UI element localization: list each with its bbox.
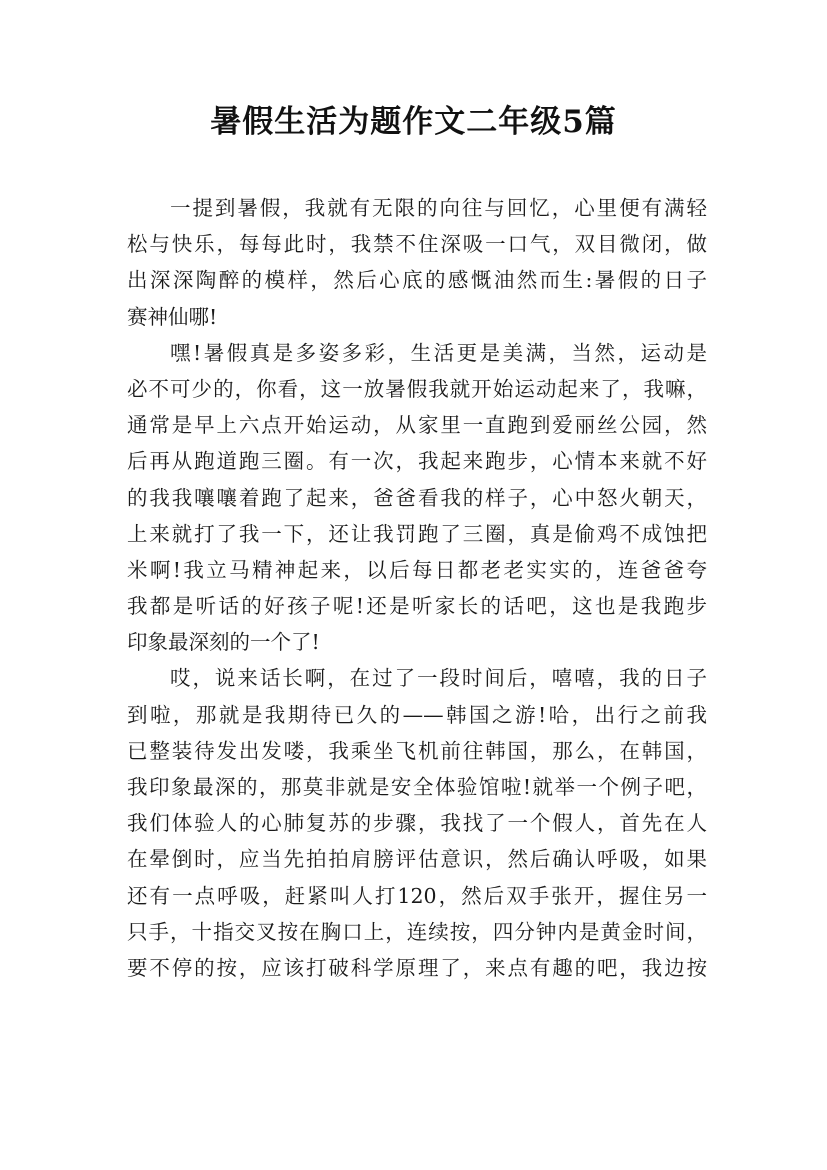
paragraph-3-line-1: 哎，说来话长啊，在过了一段时间后，嘻嘻，我的日子 <box>170 666 707 691</box>
document-body <box>127 190 707 986</box>
paragraph-2-line-4: 后再从跑道跑三圈。有一次，我起来跑步，心情本来就不好 <box>127 449 707 474</box>
paragraph-2-line-6: 上来就打了我一下，还让我罚跑了三圈，真是偷鸡不成蚀把 <box>127 521 707 546</box>
paragraph-2-line-8: 我都是听话的好孩子呢!还是听家长的话吧，这也是我跑步 <box>127 594 707 619</box>
paragraph-1-line-2: 松与快乐，每每此时，我禁不住深吸一口气，双目微闭，做 <box>127 232 707 257</box>
paragraph-1-line-4: 赛神仙哪! <box>127 304 218 329</box>
paragraph-3-line-6: 在晕倒时，应当先拍拍肩膀评估意识，然后确认呼吸，如果 <box>127 847 707 872</box>
paragraph-2-line-1: 嘿!暑假真是多姿多彩，生活更是美满，当然，运动是 <box>170 340 707 365</box>
paragraph-2-line-3: 通常是早上六点开始运动，从家里一直跑到爱丽丝公园，然 <box>127 413 707 438</box>
paragraph-3-line-2: 到啦，那就是我期待已久的——韩国之游!哈，出行之前我 <box>127 702 707 727</box>
paragraph-1-line-1: 一提到暑假，我就有无限的向往与回忆，心里便有满轻 <box>170 196 707 220</box>
paragraph-1-line-3: 出深深陶醉的模样，然后心底的感慨油然而生:暑假的日子 <box>127 268 707 293</box>
paragraph-3-line-5: 我们体验人的心肺复苏的步骤，我找了一个假人，首先在人 <box>127 811 707 836</box>
paragraph-2-line-2: 必不可少的，你看，这一放暑假我就开始运动起来了，我嘛， <box>127 376 707 401</box>
paragraph-3-line-7: 还有一点呼吸，赶紧叫人打120，然后双手张开，握住另一 <box>127 883 707 908</box>
paragraph-2-line-5: 的我我嚷嚷着跑了起来，爸爸看我的样子，心中怒火朝天， <box>127 485 707 510</box>
paragraph-3-line-3: 已整装待发出发喽，我乘坐飞机前往韩国，那么，在韩国， <box>127 738 707 763</box>
paragraph-3-line-4: 我印象最深的，那莫非就是安全体验馆啦!就举一个例子吧， <box>127 775 707 799</box>
document-title: 暑假生活为题作文二年级5篇 <box>210 104 617 140</box>
paragraph-2-line-7: 米啊!我立马精神起来，以后每日都老老实实的，连爸爸夸 <box>127 557 707 582</box>
paragraph-2-line-9: 印象最深刻的一个了! <box>127 630 320 655</box>
paragraph-3-line-9: 要不停的按，应该打破科学原理了，来点有趣的吧，我边按 <box>127 955 707 980</box>
paragraph-3-line-8: 只手，十指交叉按在胸口上，连续按，四分钟内是黄金时间， <box>127 919 707 944</box>
